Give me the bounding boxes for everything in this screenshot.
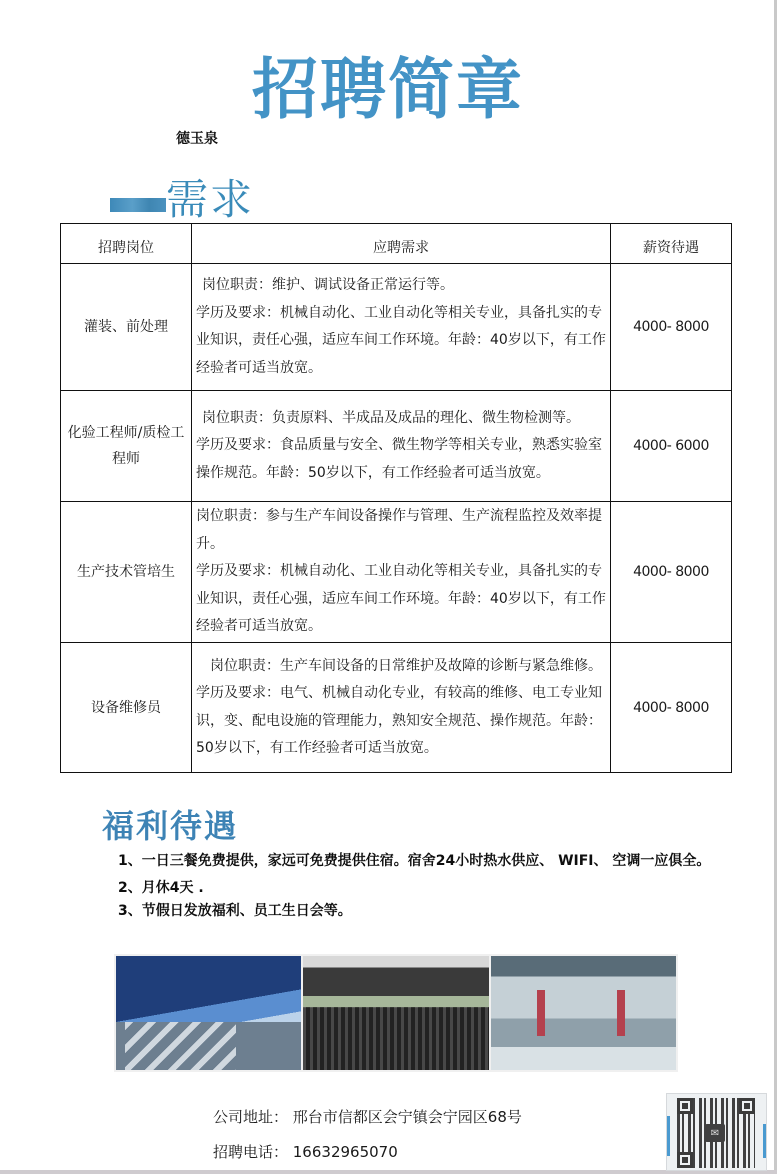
requirements-table (60, 223, 732, 773)
column-header-salary: 薪资待遇 (611, 224, 732, 264)
table-row (61, 502, 732, 643)
qualification-text: 学历及要求：食品质量与安全、微生物学等相关专业，熟悉实验室操作规范。年龄：50岁以下，有工作经验者可适当放宽。 (196, 437, 602, 481)
position-cell: 化验工程师/质检工程师 (61, 391, 192, 502)
production-line-photo (303, 956, 488, 1070)
table-row (61, 264, 732, 391)
column-header-requirements: 应聘需求 (192, 224, 611, 264)
qualification-text: 学历及要求：电气、机械自动化专业，有较高的维修、电工专业知识，变、配电设施的管理能力，熟知安全规范、操作规范。年龄：50岁以下，有工作经验者可适当放宽。 (196, 685, 602, 756)
position-cell: 设备维修员 (61, 643, 192, 773)
column-header-position: 招聘岗位 (61, 224, 192, 264)
benefits-heading: 福利待遇 (102, 807, 239, 845)
requirements-cell (192, 643, 611, 773)
benefit-item: 1、一日三餐免费提供，家远可免费提供住宿。宿舍24小时热水供应、 WIFI、 空调一应俱全。 (118, 853, 711, 869)
section-accent-bar (110, 198, 166, 212)
factory-building-photo (116, 956, 301, 1070)
duties-text: 岗位职责：维护、调试设备正常运行等。 (202, 277, 454, 293)
salary-cell: 4000- 6000 (611, 391, 732, 502)
requirements-cell (192, 391, 611, 502)
lab-workshop-photo (491, 956, 676, 1070)
qr-accent-right (763, 1124, 766, 1158)
facility-photo-strip (114, 954, 678, 1072)
position-cell: 灌装、前处理 (61, 264, 192, 391)
wechat-icon: ✉ (705, 1124, 725, 1142)
benefit-item: 2、月休4天 . (118, 880, 204, 896)
contact-info (213, 1104, 522, 1165)
table-header-row (61, 224, 732, 264)
company-address: 公司地址： 邢台市信都区会宁镇会宁园区68号 (213, 1108, 522, 1126)
table-row (61, 391, 732, 502)
requirements-cell (192, 502, 611, 643)
page-title: 招聘简章 (252, 51, 524, 128)
benefits-list (118, 851, 728, 921)
salary-cell: 4000- 8000 (611, 264, 732, 391)
qr-finder-top-right (739, 1098, 755, 1114)
salary-cell: 4000- 8000 (611, 643, 732, 773)
page-edge-bottom (0, 1170, 777, 1174)
qr-finder-top-left (677, 1098, 693, 1114)
requirements-cell (192, 264, 611, 391)
qualification-text: 学历及要求：机械自动化、工业自动化等相关专业，具备扎实的专业知识，责任心强，适应车间工作环境。年龄：40岁以下，有工作经验者可适当放宽。 (196, 304, 606, 376)
salary-cell: 4000- 8000 (611, 502, 732, 643)
requirements-heading: 需求 (166, 175, 255, 224)
benefit-item: 3、节假日发放福利、员工生日会等。 (118, 903, 352, 919)
duties-text: 岗位职责：负责原料、半成品及成品的理化、微生物检测等。 (202, 409, 580, 426)
qr-pattern (677, 1098, 755, 1168)
position-cell: 生产技术管培生 (61, 502, 192, 643)
recruitment-phone: 招聘电话： 16632965070 (213, 1143, 398, 1161)
duties-text: 岗位职责：生产车间设备的日常维护及故障的诊断与紧急维修。 (210, 657, 602, 674)
table-row (61, 643, 732, 773)
duties-text: 岗位职责：参与生产车间设备操作与管理、生产流程监控及效率提升。 (196, 508, 602, 552)
company-name: 德玉泉 (176, 131, 218, 147)
qualification-text: 学历及要求：机械自动化、工业自动化等相关专业，具备扎实的专业知识，责任心强，适应车间工作环境。年龄：40岁以下，有工作经验者可适当放宽。 (196, 563, 606, 635)
qr-finder-bottom-left (677, 1152, 693, 1168)
wechat-qr-code[interactable] (666, 1093, 767, 1171)
qr-accent-left (667, 1116, 670, 1156)
